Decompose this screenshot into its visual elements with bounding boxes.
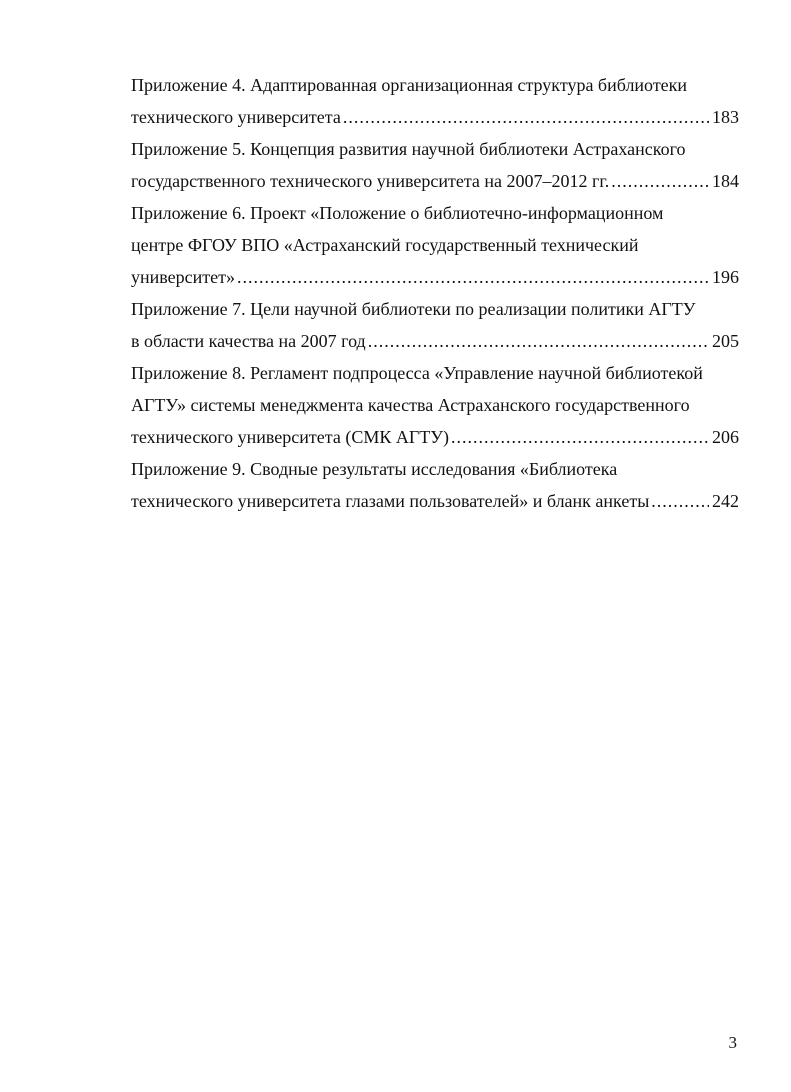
- toc-entry-text: университет»: [131, 267, 235, 287]
- toc-page-number: 196: [712, 267, 739, 287]
- toc-entry-last-line: [131, 421, 739, 453]
- toc-entry-last-line: [131, 485, 739, 517]
- toc-entry-last-line: [131, 261, 739, 293]
- toc-entry-line: Приложение 7. Цели научной библиотеки по реализации политики АГТУ: [131, 299, 696, 319]
- toc-entry-line: Приложение 6. Проект «Положение о библиотечно-информационном: [131, 203, 664, 223]
- toc-entry-last-line: [131, 101, 739, 133]
- toc-entry-last-line: [131, 325, 739, 357]
- dot-leader: [368, 325, 709, 357]
- toc-page-number: 183: [712, 107, 739, 127]
- toc-entry-text: государственного технического университета на 2007–2012 гг.: [131, 171, 610, 191]
- dot-leader: [651, 485, 709, 517]
- table-of-contents: [131, 69, 739, 517]
- toc-entry-line: Приложение 9. Сводные результаты исследования «Библиотека: [131, 459, 618, 479]
- toc-page-number: 206: [712, 427, 739, 447]
- toc-page-number: 184: [712, 171, 739, 191]
- toc-entry-text: технического университета: [131, 107, 341, 127]
- toc-entry-text: технического университета (СМК АГТУ): [131, 427, 449, 447]
- toc-entry-appendix-8[interactable]: [131, 357, 739, 453]
- toc-entry-text: технического университета глазами пользователей» и бланк анкеты: [131, 491, 650, 511]
- toc-entry-appendix-6[interactable]: [131, 197, 739, 293]
- dot-leader: [237, 261, 709, 293]
- dot-leader: [611, 165, 709, 197]
- toc-entry-last-line: [131, 165, 739, 197]
- toc-entry-appendix-7[interactable]: [131, 293, 739, 357]
- toc-entry-line: Приложение 4. Адаптированная организационная структура библиотеки: [131, 75, 688, 95]
- toc-page-number: 242: [712, 491, 739, 511]
- toc-entry-line: Приложение 8. Регламент подпроцесса «Управление научной библиотекой: [131, 363, 703, 383]
- dot-leader: [343, 101, 709, 133]
- toc-entry-text: в области качества на 2007 год: [131, 331, 366, 351]
- toc-page-number: 205: [712, 331, 739, 351]
- toc-entry-line: АГТУ» системы менеджмента качества Астраханского государственного: [131, 395, 690, 415]
- toc-entry-appendix-4[interactable]: [131, 69, 739, 133]
- toc-entry-appendix-5[interactable]: [131, 133, 739, 197]
- dot-leader: [451, 421, 709, 453]
- toc-entry-line: центре ФГОУ ВПО «Астраханский государственный технический: [131, 235, 639, 255]
- page-number: 3: [728, 1033, 737, 1052]
- toc-entry-line: Приложение 5. Концепция развития научной библиотеки Астраханского: [131, 139, 686, 159]
- toc-entry-appendix-9[interactable]: [131, 453, 739, 517]
